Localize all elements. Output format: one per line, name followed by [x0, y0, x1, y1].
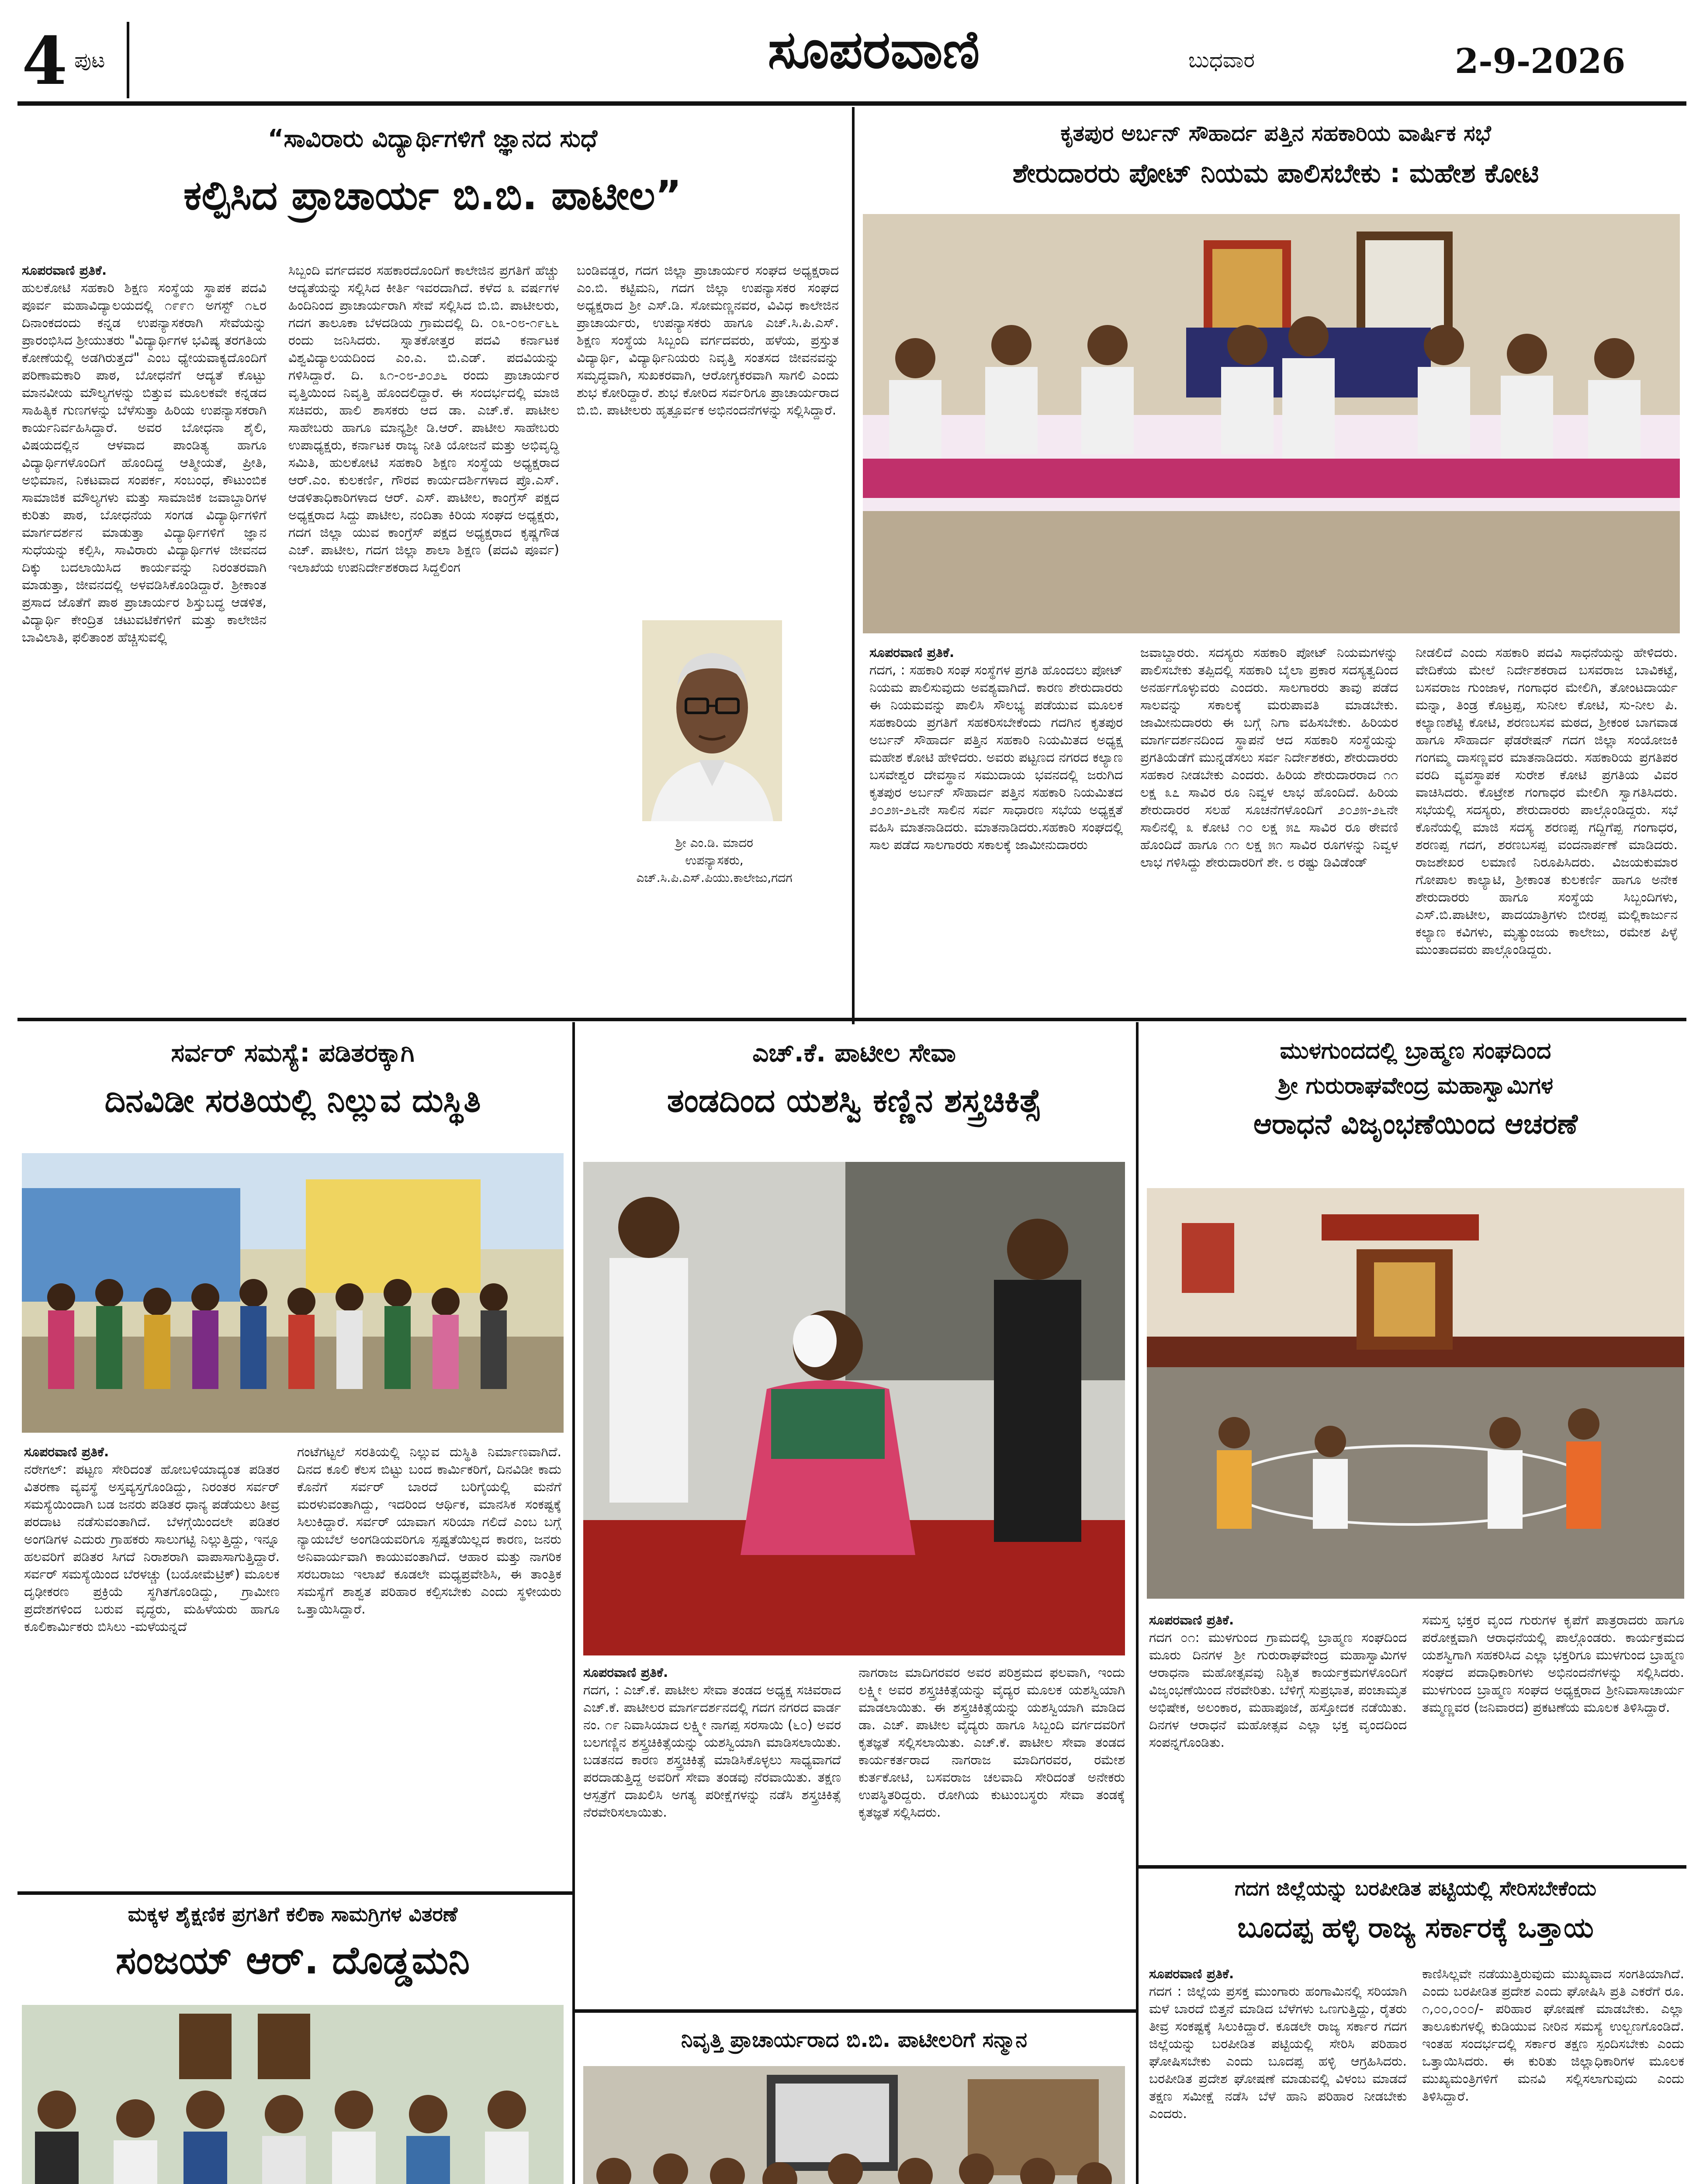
article2-dateline: ಸೂಪರವಾಣಿ ಪ್ರತಿಕೆ.	[869, 645, 955, 660]
eye-surgery-illustration	[583, 1162, 1125, 1655]
article2-text-1: ಗದಗ, : ಸಹಕಾರಿ ಸಂಘ ಸಂಸ್ಥೆಗಳ ಪ್ರಗತಿ ಹೊಂದಲು ಪೋಟ್ ನಿಯಮ ಪಾಲಿಸುವುದು ಅವಶ್ಯವಾಗಿದೆ. ಕಾರಣ ಶೇರುದಾರರು ಈ ನಿಯಮವನ್ನು ಪಾಲಿಸಿ ಸೌಲಭ್ಯ ಪಡೆಯುವ ಮೂಲಕ ಸಹಕಾರಿಯ ಪ್ರಗತಿಗೆ ಸಹಕರಿಸಬೇಕೆಂದು ಗದಗಿನ ಕೃತಪುರ ಅರ್ಬನ್ ಸೌಹಾರ್ದ ಪತ್ತಿನ ಸಹಕಾರಿ ನಿಯಮಿತದ ಅಧ್ಯಕ್ಷ ಮಹೇಶ ಕೋಟಿ ಹೇಳಿದರು. ಅವರು ಪಟ್ಟಣದ ನಗರದ ಕಲ್ಯಾಣ ಬಸವೇಶ್ವರ ದೇವಸ್ಥಾನ ಸಮುದಾಯ ಭವನದಲ್ಲಿ ಜರುಗಿದ ಕೃತಪುರ ಅರ್ಬನ್ ಸೌಹಾರ್ದ ಪತ್ತಿನ ಸಹಕಾರಿ ನಿಯಮಿತದ ೨೦೨೫-೨೬ನೇ ಸಾಲಿನ ಸರ್ವ ಸಾಧಾರಣ ಸಭೆಯ ಅಧ್ಯಕ್ಷತೆ ವಹಿಸಿ ಮಾತನಾಡಿದರು. ಮಾತನಾಡಿದರು.ಸಹಕಾರಿ ಸಂಘದಲ್ಲಿ ಸಾಲ ಪಡೆದ ಸಾಲಗಾರರು ಸಕಾಲಕ್ಕೆ ಜಾಮೀನುದಾರರು	[869, 663, 1123, 853]
article5-headline-1: ಮುಳಗುಂದದಲ್ಲಿ ಬ್ರಾಹ್ಮಣ ಸಂಘದಿಂದ	[1280, 1038, 1551, 1064]
article4-text-1: ಗದಗ, : ಎಚ್.ಕೆ. ಪಾಟೀಲ ಸೇವಾ ತಂಡದ ಅಧ್ಯಕ್ಷ ಸಚಿವರಾದ ಎಚ್.ಕೆ. ಪಾಟೀಲರ ಮಾರ್ಗದರ್ಶನದಲ್ಲಿ ಗದಗ ನಗರದ ವಾರ್ಡ ನಂ. ೧೯ ನಿವಾಸಿಯಾದ ಲಕ್ಷ್ಮೀ ನಾಗಪ್ಪ ಸರಸಾಯಿ (೬೦) ಅವರ ಬಲಗಣ್ಣಿನ ಶಸ್ತ್ರಚಿಕಿತ್ಸೆಯನ್ನು ಯಶಸ್ವಿಯಾಗಿ ಮಾಡಿಸಲಾಯಿತು. ಬಡತನದ ಕಾರಣ ಶಸ್ತ್ರಚಿಕಿತ್ಸೆ ಮಾಡಿಸಿಕೊಳ್ಳಲು ಸಾಧ್ಯವಾಗದೆ ಪರದಾಡುತ್ತಿದ್ದ ಅವರಿಗೆ ಸೇವಾ ತಂಡವು ನೆರವಾಯಿತು. ತಕ್ಷಣ ಆಸ್ಪತ್ರೆಗೆ ದಾಖಲಿಸಿ ಅಗತ್ಯ ಪರೀಕ್ಷೆಗಳನ್ನು ನಡೆಸಿ ಶಸ್ತ್ರಚಿಕಿತ್ಸೆ ನೆರವೇರಿಸಲಾಯಿತು.	[583, 1683, 841, 1820]
article4-col1	[583, 1664, 841, 2057]
portrait-illustration	[642, 620, 782, 821]
article4-dateline: ಸೂಪರವಾಣಿ ಪ್ರತಿಕೆ.	[583, 1665, 668, 1680]
aradhane-photo	[1147, 1188, 1684, 1599]
masthead	[0, 0, 1703, 109]
article3-col2: ಗಂಟೆಗಟ್ಟಲೆ ಸರತಿಯಲ್ಲಿ ನಿಲ್ಲುವ ದುಸ್ಥಿತಿ ನಿರ್ಮಾಣವಾಗಿದೆ. ದಿನದ ಕೂಲಿ ಕೆಲಸ ಬಿಟ್ಟು ಬಂದ ಕಾರ್ಮಿಕರಿಗೆ, ದಿನವಿಡೀ ಕಾದು ಕೊನೆಗೆ ಸರ್ವರ್ ಬಾರದೆ ಬರಿಗೈಯಲ್ಲಿ ಮನೆಗೆ ಮರಳುವಂತಾಗಿದ್ದು, ಇದರಿಂದ ಆರ್ಥಿಕ, ಮಾನಸಿಕ ಸಂಕಷ್ಟಕ್ಕೆ ಸಿಲುಕಿದ್ದಾರೆ. ಸರ್ವರ್ ಯಾವಾಗ ಸರಿಯಾ ಗಲಿದೆ ಎಂಬ ಬಗ್ಗೆ ನ್ಯಾಯಬೆಲೆ ಅಂಗಡಿಯವರಿಗೂ ಸ್ಪಷ್ಟತೆಯಿಲ್ಲದ ಕಾರಣ, ಜನರು ಅನಿವಾರ್ಯವಾಗಿ ಕಾಯುವಂತಾಗಿದೆ. ಆಹಾರ ಮತ್ತು ನಾಗರಿಕ ಸರಬರಾಜು ಇಲಾಖೆ ಕೂಡಲೇ ಮಧ್ಯಪ್ರವೇಶಿಸಿ, ಈ ತಾಂತ್ರಿಕ ಸಮಸ್ಯೆಗೆ ಶಾಶ್ವತ ಪರಿಹಾರ ಕಲ್ಪಿಸಬೇಕು ಎಂದು ಸ್ಥಳೀಯರು ಒತ್ತಾಯಿಸಿದ್ದಾರೆ.	[297, 1444, 561, 1617]
article3-text-1: ನರೇಗಲ್: ಪಟ್ಟಣ ಸೇರಿದಂತೆ ಹೋಬಳಿಯಾದ್ಯಂತ ಪಡಿತರ ವಿತರಣಾ ವ್ಯವಸ್ಥೆ ಅಸ್ತವ್ಯಸ್ತಗೊಂಡಿದ್ದು, ನಿರಂತರ ಸರ್ವರ್ ಸಮಸ್ಯೆಯಿಂದಾಗಿ ಬಡ ಜನರು ಪಡಿತರ ಧಾನ್ಯ ಪಡೆಯಲು ತೀವ್ರ ಪರದಾಟ ನಡೆಸುವಂತಾಗಿದೆ. ಬೆಳಗ್ಗೆಯಿಂದಲೇ ಪಡಿತರ ಅಂಗಡಿಗಳ ಎದುರು ಗ್ರಾಹಕರು ಸಾಲುಗಟ್ಟಿ ನಿಲ್ಲುತ್ತಿದ್ದು, ಇನ್ನೂ ಹಲವರಿಗೆ ಪಡಿತರ ಸಿಗದೆ ನಿರಾಶರಾಗಿ ವಾಪಾಸಾಗುತ್ತಿದ್ದಾರೆ. ಸರ್ವರ್ ಸಮಸ್ಯೆಯಿಂದ ಬೆರಳಚ್ಚು (ಬಯೋಮೆಟ್ರಿಕ್) ಮೂಲಕ ದೃಢೀಕರಣ ಪ್ರಕ್ರಿಯೆ ಸ್ಥಗಿತಗೊಂಡಿದ್ದು, ಗ್ರಾಮೀಣ ಪ್ರದೇಶಗಳಿಂದ ಬರುವ ವೃದ್ಧರು, ಮಹಿಳೆಯರು ಹಾಗೂ ಕೂಲಿಕಾರ್ಮಿಕರು ಬಿಸಿಲು -ಮಳೆಯನ್ನದೆ	[24, 1462, 280, 1635]
column-divider	[1136, 1022, 1139, 2184]
issue-date: 2-9-2026	[1455, 41, 1626, 81]
article8-headline-1: ಗದಗ ಜಿಲ್ಲೆಯನ್ನು ಬರಪೀಡಿತ ಪಟ್ಟಿಯಲ್ಲಿ ಸೇರಿಸಬೇಕೆಂದು	[1235, 1876, 1596, 1900]
queue-photo	[22, 1153, 564, 1433]
masthead-rule	[17, 101, 1686, 106]
article3-headline-1: ಸರ್ವರ್ ಸಮಸ್ಯೆ: ಪಡಿತರಕ್ಕಾಗಿ	[171, 1038, 415, 1068]
article1-text-1: ಹುಲಕೋಟಿ ಸಹಕಾರಿ ಶಿಕ್ಷಣ ಸಂಸ್ಥೆಯ ಸ್ಥಾಪಕ ಪದವಿ ಪೂರ್ವ ಮಹಾವಿದ್ಯಾಲಯದಲ್ಲಿ ೧೯೯೧ ಅಗಸ್ಟ್ ೧೬ರ ದಿನಾಂಕದಂದು ಕನ್ನಡ ಉಪನ್ಯಾಸಕರಾಗಿ ಸೇವೆಯನ್ನು ಪ್ರಾರಂಭಿಸಿದ ಶ್ರೀಯುತರು "ವಿದ್ಯಾರ್ಥಿಗಳ ಭವಿಷ್ಯ ತರಗತಿಯ ಕೋಣೆಯಲ್ಲಿ ಅಡಗಿರುತ್ತದೆ" ಎಂಬ ಧ್ಯೇಯವಾಕ್ಯದೊಂದಿಗೆ ಪರಿಣಾಮಕಾರಿ ಪಾಠ, ಬೋಧನೆಗೆ ಆದ್ಯತೆ ಕೊಟ್ಟು ಮಾನವೀಯ ಮೌಲ್ಯಗಳನ್ನು ಬಿತ್ತುವ ಮೂಲಕವೇ ಕನ್ನಡದ ಸಾಹಿತ್ಯಿಕ ಗುಣಗಳನ್ನು ಬೆಳೆಸುತ್ತಾ ಹಿರಿಯ ಉಪನ್ಯಾಸಕರಾಗಿ ಕಾರ್ಯನಿರ್ವಹಿಸಿದ್ದಾರೆ. ಅವರ ಬೋಧನಾ ಶೈಲಿ, ವಿಷಯದಲ್ಲಿನ ಆಳವಾದ ಪಾಂಡಿತ್ಯ ಹಾಗೂ ವಿದ್ಯಾರ್ಥಿಗಳೊಂದಿಗೆ ಹೊಂದಿದ್ದ ಆತ್ಮೀಯತೆ, ಪ್ರೀತಿ, ಅಭಿಮಾನ, ನಿಕಟವಾದ ಸಂಪರ್ಕ, ಸಂಬಂಧ, ಕೌಟುಂಬಿಕ ಸಾಮಾಜಿಕ ಮೌಲ್ಯಗಳು ಮತ್ತು ಸಾಮಾಜಿಕ ಜವಾಬ್ದಾರಿಗಳ ಕುರಿತು ಪಾಠ, ಬೋಧನೆಯ ಸಂಗಡ ವಿದ್ಯಾರ್ಥಿಗಳಿಗೆ ಮಾರ್ಗದರ್ಶನ ಮಾಡುತ್ತಾ ವಿದ್ಯಾರ್ಥಿಗಳಿಗೆ ಜ್ಞಾನ ಸುಧೆಯನ್ನು ಕಲ್ಪಿಸಿ, ಸಾವಿರಾರು ವಿದ್ಯಾರ್ಥಿಗಳ ಜೀವನದ ದಿಕ್ಕು ಬದಲಾಯಿಸಿದ ಕಾರ್ಯವನ್ನು ನಿರಂತರವಾಗಿ ಮಾಡುತ್ತಾ, ಜೀವನದಲ್ಲಿ ಅಳವಡಿಸಿಕೊಂಡಿದ್ದಾರೆ. ಶ್ರೀಕಾಂತ ಪ್ರಸಾದ ಜೊತೆಗೆ ಪಾಠ ಪ್ರಾಚಾರ್ಯರ ಶಿಸ್ತುಬದ್ಧ ಆಡಳಿತ, ವಿದ್ಯಾರ್ಥಿ ಕೇಂದ್ರಿತ ಚಟುವಟಿಕೆಗಳಿಗೆ ಮತ್ತು ಕಾಲೇಜಿನ ಬಾವಿಲಾತಿ, ಫಲಿತಾಂಶ ಹೆಚ್ಚಿಸುವಲ್ಲಿ	[22, 280, 267, 645]
queue-illustration	[22, 1153, 564, 1433]
portrait-caption	[585, 834, 843, 887]
article4-col2: ನಾಗರಾಜ ಮಾದಿಗರವರ ಅವರ ಪರಿಶ್ರಮದ ಫಲವಾಗಿ, ಇಂದು ಲಕ್ಷ್ಮೀ ಅವರ ಶಸ್ತ್ರಚಿಕಿತ್ಸೆಯನ್ನು ವೈದ್ಯರ ಮೂಲಕ ಯಶಸ್ವಿಯಾಗಿ ಮಾಡಲಾಯಿತು. ಈ ಶಸ್ತ್ರಚಿಕಿತ್ಸೆಯನ್ನು ಯಶಸ್ವಿಯಾಗಿ ಮಾಡಿದ ಡಾ. ಎಚ್. ಪಾಟೀಲ ವೈದ್ಯರು ಹಾಗೂ ಸಿಬ್ಬಂದಿ ವರ್ಗದವರಿಗೆ ಕೃತಜ್ಞತೆ ಸಲ್ಲಿಸಲಾಯಿತು. ಎಚ್.ಕೆ. ಪಾಟೀಲ ಸೇವಾ ತಂಡದ ಕಾರ್ಯಕರ್ತರಾದ ನಾಗರಾಜ ಮಾದಿಗರವರ, ರಮೇಶ ಕುರ್ತಕೋಟಿ, ಬಸವರಾಜ ಚಲವಾದಿ ಸೇರಿದಂತೆ ಅನೇಕರು ಉಪಸ್ಥಿತರಿದ್ದರು. ರೋಗಿಯ ಕುಟುಂಬಸ್ಥರು ಸೇವಾ ತಂಡಕ್ಕೆ ಕೃತಜ್ಞತೆ ಸಲ್ಲಿಸಿದರು.	[858, 1665, 1125, 1820]
felicitation-photo	[583, 2066, 1125, 2184]
article8-text-1: ಗದಗ : ಜಿಲ್ಲೆಯ ಪ್ರಸಕ್ತ ಮುಂಗಾರು ಹಂಗಾಮಿನಲ್ಲಿ ಸರಿಯಾಗಿ ಮಳೆ ಬಾರದೆ ಬಿತ್ತನೆ ಮಾಡಿದ ಬೆಳೆಗಳು ಒಣಗುತ್ತಿದ್ದು, ರೈತರು ತೀವ್ರ ಸಂಕಷ್ಟಕ್ಕೆ ಸಿಲುಕಿದ್ದಾರೆ. ಕೂಡಲೇ ರಾಜ್ಯ ಸರ್ಕಾರ ಗದಗ ಜಿಲ್ಲೆಯನ್ನು ಬರಪೀಡಿತ ಪಟ್ಟಿಯಲ್ಲಿ ಸೇರಿಸಿ ಪರಿಹಾರ ಘೋಷಿಸಬೇಕು ಎಂದು ಬೂದಪ್ಪ ಹಳ್ಳಿ ಆಗ್ರಹಿಸಿದರು. ಬರಪೀಡಿತ ಪ್ರದೇಶ ಘೋಷಣೆ ಮಾಡುವಲ್ಲಿ ವಿಳಂಬ ಮಾಡದೆ ತಕ್ಷಣ ಸಮೀಕ್ಷೆ ನಡೆಸಿ ಬೆಳೆ ಹಾನಿ ಪರಿಹಾರ ನೀಡಬೇಕು ಎಂದರು.	[1149, 1984, 1407, 2122]
article5-headline-2: ಶ್ರೀ ಗುರುರಾಘವೇಂದ್ರ ಮಹಾಸ್ವಾಮಿಗಳ	[1277, 1073, 1554, 1099]
section-rule	[575, 2009, 1136, 2013]
article4-headline-1: ಎಚ್.ಕೆ. ಪಾಟೀಲ ಸೇವಾ	[752, 1038, 956, 1068]
portrait-photo	[642, 620, 782, 821]
article1-dateline: ಸೂಪರವಾಣಿ ಪ್ರತಿಕೆ.	[22, 263, 107, 278]
article5-headline-3: ಆರಾಧನೆ ವಿಜೃಂಭಣೆಯಿಂದ ಆಚರಣೆ	[1253, 1108, 1578, 1140]
page-number: 4	[22, 23, 68, 100]
article1-headline: ಕಲ್ಪಿಸಿದ ಪ್ರಾಚಾರ್ಯ ಬಿ.ಬಿ. ಪಾಟೀಲ”	[183, 172, 682, 219]
article8-dateline: ಸೂಪರವಾಣಿ ಪ್ರತಿಕೆ.	[1149, 1966, 1234, 1982]
article2-col3: ನೀಡಲಿದೆ ಎಂದು ಸಹಕಾರಿ ಪದವಿ ಸಾಧನೆಯನ್ನು ಹೇಳಿದರು. ವೇದಿಕೆಯ ಮೇಲೆ ನಿರ್ದೇಶಕರಾದ ಬಸವರಾಜ ಬಾವಿಕಟ್ಟೆ, ಬಸವರಾಜ ಗುಂಜಾಳ, ಗಂಗಾಧರ ಮೇಲಿಗಿ, ತೋಂಟದಾರ್ಯ ಮನ್ನಾ, ತಿಂಡ್ರ ಕೊಟ್ರಪ್ಪ, ಸುನೀಲ ಕೋಟಿ, ಸು-ನೀಲ ಪಿ. ಕಲ್ಯಾಣಶೆಟ್ಟಿ ಕೋಟಿ, ಶರಣಬಸವ ಮಠದ, ಶ್ರೀಕಂಠ ಬಾಗವಾಡ ಹಾಗೂ ಸೌಹಾರ್ದ ಫೆಡರೇಷನ್ ಗದಗ ಜಿಲ್ಲಾ ಸಂಯೋಜಕಿ ಗಂಗಮ್ಮ ದಾಸಣ್ಣವರ ಮಾತನಾಡಿದರು. ಸಹಕಾರಿಯ ಪ್ರಗತಿಪರ ವರದಿ ವ್ಯವಸ್ಥಾಪಕ ಸುರೇಶ ಕೋಟಿ ಪ್ರಗತಿಯ ವಿವರ ವಾಚಿಸಿದರು. ಕೊಟ್ರೇಶ ಗಂಗಾಧರ ಮೇಲಿಗಿ ಸ್ವಾಗತಿಸಿದರು. ಸಭೆಯಲ್ಲಿ ಸದಸ್ಯರು, ಶೇರುದಾರರು ಪಾಲ್ಗೊಂಡಿದ್ದರು. ಸಭೆ ಕೊನೆಯಲ್ಲಿ ಮಾಜಿ ಸದಸ್ಯ ಶರಣಪ್ಪ ಗದ್ದಿಗೆಪ್ಪ ಗಂಗಾಧರ, ಶರಣಪ್ಪ ಗದಗ, ಶರಣಬಸಪ್ಪ ವಂದನಾರ್ಪಣೆ ಮಾಡಿದರು. ರಾಜಶೇಖರ ಲಮಾಣಿ ನಿರೂಪಿಸಿದರು. ವಿಜಯಕುಮಾರ ಗೋಪಾಲ ಕಾಲ್ಯಾಟಿ, ಶ್ರೀಕಾಂತ ಕುಲಕರ್ಣಿ ಹಾಗೂ ಅನೇಕ ಶೇರುದಾರರು ಹಾಗೂ ಸಂಸ್ಥೆಯ ಸಿಬ್ಬಂದಿಗಳು, ಎಸ್.ಬಿ.ಪಾಟೀಲ, ಪಾದಯಾತ್ರಿಗಳು ಬೀರಪ್ಪ ಮಲ್ಲಿಕಾರ್ಜುನ ಕಲ್ಯಾಣ ಕವಿಗಳು, ಮೃತ್ಯುಂಜಯ ಕಾಲೇಜು, ರಮೇಶ ಪಿಳ್ಳೆ ಮುಂತಾದವರು ಪಾಲ್ಗೊಂಡಿದ್ದರು.	[1416, 645, 1678, 957]
distribution-photo	[22, 2005, 564, 2184]
article1-kicker: “ಸಾವಿರಾರು ವಿದ್ಯಾರ್ಥಿಗಳಿಗೆ ಜ್ಞಾನದ ಸುಧೆ	[267, 124, 598, 153]
distribution-illustration	[22, 2005, 564, 2184]
article2-headline-1: ಕೃತಪುರ ಅರ್ಬನ್ ಸೌಹಾರ್ದ ಪತ್ತಿನ ಸಹಕಾರಿಯ ವಾರ್ಷಿಕ ಸಭೆ	[1060, 121, 1491, 146]
article5-dateline: ಸೂಪರವಾಣಿ ಪ್ರತಿಕೆ.	[1149, 1613, 1234, 1628]
weekday: ಬುಧವಾರ	[1188, 48, 1255, 73]
article2-col1	[869, 644, 1123, 1007]
article1-col2: ಸಿಬ್ಬಂದಿ ವರ್ಗದವರ ಸಹಕಾರದೊಂದಿಗೆ ಕಾಲೇಜಿನ ಪ್ರಗತಿಗೆ ಹೆಚ್ಚು ಆದ್ಯತೆಯನ್ನು ಸಲ್ಲಿಸಿದ ಕೀರ್ತಿ ಇವರದಾಗಿದೆ. ಕಳೆದ ೩ ವರ್ಷಗಳ ಹಿಂದಿನಿಂದ ಪ್ರಾಚಾರ್ಯರಾಗಿ ಸೇವೆ ಸಲ್ಲಿಸಿದ ಬಿ.ಬಿ. ಪಾಟೀಲರು, ಗದಗ ತಾಲೂಕಾ ಬೆಳದಡಿಯ ಗ್ರಾಮದಲ್ಲಿ ದಿ. ೦೩-೦೮-೧೯೬೬ ರಂದು ಜನಿಸಿದರು. ಸ್ನಾತಕೋತ್ತರ ಪದವಿ ಕರ್ನಾಟಕ ವಿಶ್ವವಿದ್ಯಾಲಯದಿಂದ ಎಂ.ಎ. ಬಿ.ಎಡ್. ಪದವಿಯನ್ನು ಗಳಿಸಿದ್ದಾರೆ. ದಿ. ೩೧-೦೮-೨೦೨೬ ರಂದು ಪ್ರಾಚಾರ್ಯರ ವೃತ್ತಿಯಿಂದ ನಿವೃತ್ತಿ ಹೊಂದಲಿದ್ದಾರೆ. ಈ ಸಂದರ್ಭದಲ್ಲಿ ಮಾಜಿ ಸಚಿವರು, ಹಾಲಿ ಶಾಸಕರು ಆದ ಡಾ. ಎಚ್.ಕೆ. ಪಾಟೀಲ ಸಾಹೇಬರು ಹಾಗೂ ಮಾನ್ಯಶ್ರೀ ಡಿ.ಆರ್. ಪಾಟೀಲ ಸಾಹೇಬರು ಉಪಾಧ್ಯಕ್ಷರು, ಕರ್ನಾಟಕ ರಾಜ್ಯ ನೀತಿ ಯೋಜನೆ ಮತ್ತು ಅಭಿವೃದ್ಧಿ ಸಮಿತಿ, ಹುಲಕೋಟಿ ಸಹಕಾರಿ ಶಿಕ್ಷಣ ಸಂಸ್ಥೆಯ ಅಧ್ಯಕ್ಷರಾದ ಆರ್.ಎಂ. ಕುಲಕರ್ಣಿ, ಗೌರವ ಕಾರ್ಯದರ್ಶಿಗಳಾದ ಪ್ರೊ.ಎಸ್. ಆಡಳಿತಾಧಿಕಾರಿಗಳಾದ ಆರ್. ಎಸ್. ಪಾಟೀಲ, ಕಾಂಗ್ರೆಸ್ ಪಕ್ಷದ ಅಧ್ಯಕ್ಷರಾದ ಸಿದ್ದು ಪಾಟೀಲ, ನಂದಿತಾ ಕಿರಿಯ ಸಂಘದ ಅಧ್ಯಕ್ಷರು, ಗದಗ ಜಿಲ್ಲಾ ಯುವ ಕಾಂಗ್ರೆಸ್ ಪಕ್ಷದ ಅಧ್ಯಕ್ಷರಾದ ಕೃಷ್ಣಗೌಡ ಎಚ್. ಪಾಟೀಲ, ಗದಗ ಜಿಲ್ಲಾ ಶಾಲಾ ಶಿಕ್ಷಣ (ಪದವಿ ಪೂರ್ವ) ಇಲಾಖೆಯ ಉಪನಿರ್ದೇಶಕರಾದ ಸಿದ್ದಲಿಂಗ	[288, 263, 559, 575]
caption-name: ಶ್ರೀ ಎಂ.ಡಿ. ಮಾದರ	[675, 836, 753, 850]
article5-text-1: ಗದಗ ೦೧: ಮುಳಗುಂದ ಗ್ರಾಮದಲ್ಲಿ ಬ್ರಾಹ್ಮಣ ಸಂಘದಿಂದ ಮೂರು ದಿನಗಳ ಶ್ರೀ ಗುರುರಾಘವೇಂದ್ರ ಮಹಾಸ್ವಾಮಿಗಳ ಆರಾಧನಾ ಮಹೋತ್ಸವವು ನಿಶ್ಚಿತ ಕಾರ್ಯಕ್ರಮಗಳೊಂದಿಗೆ ವಿಜೃಂಭಣೆಯಿಂದ ನೆರವೇರಿತು. ಬೆಳಿಗ್ಗೆ ಸುಪ್ರಭಾತ, ಪಂಚಾಮೃತ ಅಭಿಷೇಕ, ಅಲಂಕಾರ, ಮಹಾಪೂಜೆ, ಹಸ್ತೋದಕ ನಡೆಯಿತು. ದಿನಗಳ ಆರಾಧನೆ ಮಹೋತ್ಸವ ಎಲ್ಲಾ ಭಕ್ತ ವೃಂದದಿಂದ ಸಂಪನ್ನಗೊಂಡಿತು.	[1149, 1630, 1407, 1750]
article6-headline-2: ಸಂಜಯ್ ಆರ್. ದೊಡ್ಡಮನಿ	[115, 1938, 470, 1983]
eye-surgery-photo	[583, 1162, 1125, 1655]
page-label: ಪುಟ	[74, 48, 105, 73]
section-rule	[17, 1891, 572, 1895]
article1-col1	[22, 262, 267, 1005]
article7-headline: ನಿವೃತ್ತಿ ಪ್ರಾಚಾರ್ಯರಾದ ಬಿ.ಬಿ. ಪಾಟೀಲರಿಗೆ ಸನ್ಮಾನ	[681, 2028, 1028, 2052]
aradhane-illustration	[1147, 1188, 1684, 1599]
caption-institution: ಎಚ್.ಸಿ.ಪಿ.ಎಸ್.ಪಿಯು.ಕಾಲೇಜು,ಗದಗ	[636, 871, 793, 885]
article3-headline-2: ದಿನವಿಡೀ ಸರತಿಯಲ್ಲಿ ನಿಲ್ಲುವ ದುಸ್ಥಿತಿ	[104, 1082, 481, 1120]
article5-col2: ಸಮಸ್ತ ಭಕ್ತರ ವೃಂದ ಗುರುಗಳ ಕೃಪೆಗೆ ಪಾತ್ರರಾದರು ಹಾಗೂ ಪರೋಕ್ಷವಾಗಿ ಆರಾಧನೆಯಲ್ಲಿ ಪಾಲ್ಗೊಂಡರು. ಕಾರ್ಯಕ್ರಮದ ಯಶಸ್ವಿಗಾಗಿ ಸಹಕರಿಸಿದ ಎಲ್ಲಾ ಭಕ್ತರಿಗೂ ಮುಳಗುಂದ ಬ್ರಾಹ್ಮಣ ಸಂಘದ ಪದಾಧಿಕಾರಿಗಳು ಅಭಿನಂದನೆಗಳನ್ನು ಸಲ್ಲಿಸಿದರು. ಮುಳಗುಂದ ಬ್ರಾಹ್ಮಣ ಸಂಘದ ಅಧ್ಯಕ್ಷರಾದ ಶ್ರೀನಿವಾಸಾಚಾರ್ಯ ತಮ್ಮಣ್ಣವರ (ಜನಿವಾರದ) ಪ್ರಕಟಣೆಯ ಮೂಲಕ ತಿಳಿಸಿದ್ದಾರೆ.	[1422, 1613, 1684, 1715]
article2-col2: ಜವಾಬ್ದಾರರು. ಸದಸ್ಯರು ಸಹಕಾರಿ ಪೋಟ್ ನಿಯಮಗಳನ್ನು ಪಾಲಿಸಬೇಕು ತಪ್ಪಿದಲ್ಲಿ ಸಹಕಾರಿ ಬೈಲಾ ಪ್ರಕಾರ ಸದಸ್ಯತ್ವದಿಂದ ಅನರ್ಹಗೊಳ್ಳುವರು ಎಂದರು. ಸಾಲಗಾರರು ತಾವು ಪಡೆದ ಸಾಲವನ್ನು ಸಕಾಲಕ್ಕೆ ಮರುಪಾವತಿ ಮಾಡಬೇಕು. ಜಾಮೀನುದಾರರು ಈ ಬಗ್ಗೆ ನಿಗಾ ವಹಿಸಬೇಕು. ಹಿರಿಯರ ಮಾರ್ಗದರ್ಶನದಿಂದ ಸ್ಥಾಪನೆ ಆದ ಸಹಕಾರಿ ಸಂಸ್ಥೆಯನ್ನು ಪ್ರಗತಿಯೆಡೆಗೆ ಮುನ್ನಡೆಸಲು ಸರ್ವ ನಿರ್ದೇಶಕರು, ಶೇರುದಾರರು ಸಹಕಾರ ನೀಡಬೇಕು ಎಂದರು. ಹಿರಿಯ ಶೇರುದಾರರಾದ ೧೧ ಲಕ್ಷ ೩೭ ಸಾವಿರ ರೂ ನಿವ್ವಳ ಲಾಭ ಹೊಂದಿದೆ. ಹಿರಿಯ ಶೇರುದಾರರ ಸಲಹೆ ಸೂಚನೆಗಳೊಂದಿಗೆ ೨೦೨೫-೨೬ನೇ ಸಾಲಿನಲ್ಲಿ ೩ ಕೋಟಿ ೧೦ ಲಕ್ಷ ೫೭ ಸಾವಿರ ರೂ ಠೇವಣಿ ಹೊಂದಿದೆ ಹಾಗೂ ೧೧ ಲಕ್ಷ ೫೧ ಸಾವಿರ ರೂಗಳನ್ನು ನಿವ್ವಳ ಲಾಭ ಗಳಿಸಿದ್ದು ಶೇರುದಾರರಿಗೆ ಶೇ. ೮ ರಷ್ಟು ಡಿವಿಡೆಂಡ್	[1140, 645, 1398, 870]
article3-col1	[24, 1444, 280, 1885]
article1-col3: ಬಂಡಿವಡ್ಡರ, ಗದಗ ಜಿಲ್ಲಾ ಪ್ರಾಚಾರ್ಯರ ಸಂಘದ ಅಧ್ಯಕ್ಷರಾದ ಎಂ.ಬಿ. ಕಟ್ಟಿಮನಿ, ಗದಗ ಜಿಲ್ಲಾ ಉಪನ್ಯಾಸಕರ ಸಂಘದ ಅಧ್ಯಕ್ಷರಾದ ಶ್ರೀ ಎಸ್.ಡಿ. ಸೋಮಣ್ಣನವರ, ವಿವಿಧ ಕಾಲೇಜಿನ ಪ್ರಾಚಾರ್ಯರು, ಉಪನ್ಯಾಸಕರು ಹಾಗೂ ಎಚ್.ಸಿ.ಪಿ.ಎಸ್. ಶಿಕ್ಷಣ ಸಂಸ್ಥೆಯ ಸಿಬ್ಬಂದಿ ವರ್ಗದವರು, ಹಳೆಯ, ಪ್ರಸ್ತುತ ವಿದ್ಯಾರ್ಥಿ, ವಿದ್ಯಾರ್ಥಿನಿಯರು ನಿವೃತ್ತಿ ಸಂತಸದ ಜೀವನವನ್ನು ಸಮೃದ್ಧವಾಗಿ, ಸುಖಕರವಾಗಿ, ಆರೋಗ್ಯಕರವಾಗಿ ಸಾಗಲಿ ಎಂದು ಶುಭ ಕೋರಿದ್ದಾರೆ. ಶುಭ ಕೋರಿದ ಸರ್ವರಿಗೂ ಪ್ರಾಚಾರ್ಯರಾದ ಬಿ.ಬಿ. ಪಾಟೀಲರು ಹೃತ್ಪೂರ್ವಕ ಅಭಿನಂದನೆಗಳನ್ನು ಸಲ್ಲಿಸಿದ್ದಾರೆ.	[577, 263, 839, 418]
paper-name: ಸೂಪರವಾಣಿ	[768, 20, 980, 80]
article3-dateline: ಸೂಪರವಾಣಿ ಪ್ರತಿಕೆ.	[24, 1444, 109, 1460]
section-rule	[17, 1018, 1686, 1021]
article6-headline-1: ಮಕ್ಕಳ ಶೈಕ್ಷಣಿಕ ಪ್ರಗತಿಗೆ ಕಲಿಕಾ ಸಾಮಗ್ರಿಗಳ ವಿತರಣೆ	[128, 1902, 458, 1926]
article4-headline-2: ತಂಡದಿಂದ ಯಶಸ್ವಿ ಕಣ್ಣಿನ ಶಸ್ತ್ರಚಿಕಿತ್ಸೆ	[667, 1082, 1042, 1120]
masthead-divider	[127, 22, 129, 98]
article8-col1	[1149, 1966, 1407, 2184]
article8-col2: ಕಾಣಿಸಿಲ್ಲವೇ ನಡೆಯುತ್ತಿರುವುದು ಮುಖ್ಯವಾದ ಸಂಗತಿಯಾಗಿದೆ. ಎಂದು ಬರಪೀಡಿತ ಪ್ರದೇಶ ಎಂದು ಘೋಷಿಸಿ ಪ್ರತಿ ಎಕರೆಗೆ ರೂ. ೧,೦೦,೦೦೦/- ಪರಿಹಾರ ಘೋಷಣೆ ಮಾಡಬೇಕು. ಎಲ್ಲಾ ತಾಲೂಕುಗಳಲ್ಲಿ ಕುಡಿಯುವ ನೀರಿನ ಸಮಸ್ಯೆ ಉಲ್ಬಣಗೊಂಡಿದೆ. ಇಂತಹ ಸಂದರ್ಭದಲ್ಲಿ ಸರ್ಕಾರ ತಕ್ಷಣ ಸ್ಪಂದಿಸಬೇಕು ಎಂದು ಒತ್ತಾಯಿಸಿದರು. ಈ ಕುರಿತು ಜಿಲ್ಲಾಧಿಕಾರಿಗಳ ಮೂಲಕ ಮುಖ್ಯಮಂತ್ರಿಗಳಿಗೆ ಮನವಿ ಸಲ್ಲಿಸಲಾಗುವುದು ಎಂದು ತಿಳಿಸಿದ್ದಾರೆ.	[1422, 1966, 1684, 2104]
column-divider	[852, 107, 855, 1024]
section-rule	[1139, 1865, 1686, 1869]
article8-headline-2: ಬೂದಪ್ಪ ಹಳ್ಳಿ ರಾಜ್ಯ ಸರ್ಕಾರಕ್ಕೆ ಒತ್ತಾಯ	[1237, 1912, 1594, 1944]
caption-role: ಉಪನ್ಯಾಸಕರು,	[685, 853, 744, 867]
article5-col1	[1149, 1612, 1407, 1861]
article2-headline-2: ಶೇರುದಾರರು ಪೋಟ್ ನಿಯಮ ಪಾಲಿಸಬೇಕು : ಮಹೇಶ ಕೋಟಿ	[1012, 158, 1539, 189]
meeting-photo	[863, 214, 1680, 633]
felicitation-illustration	[583, 2066, 1125, 2184]
meeting-illustration	[863, 214, 1680, 633]
